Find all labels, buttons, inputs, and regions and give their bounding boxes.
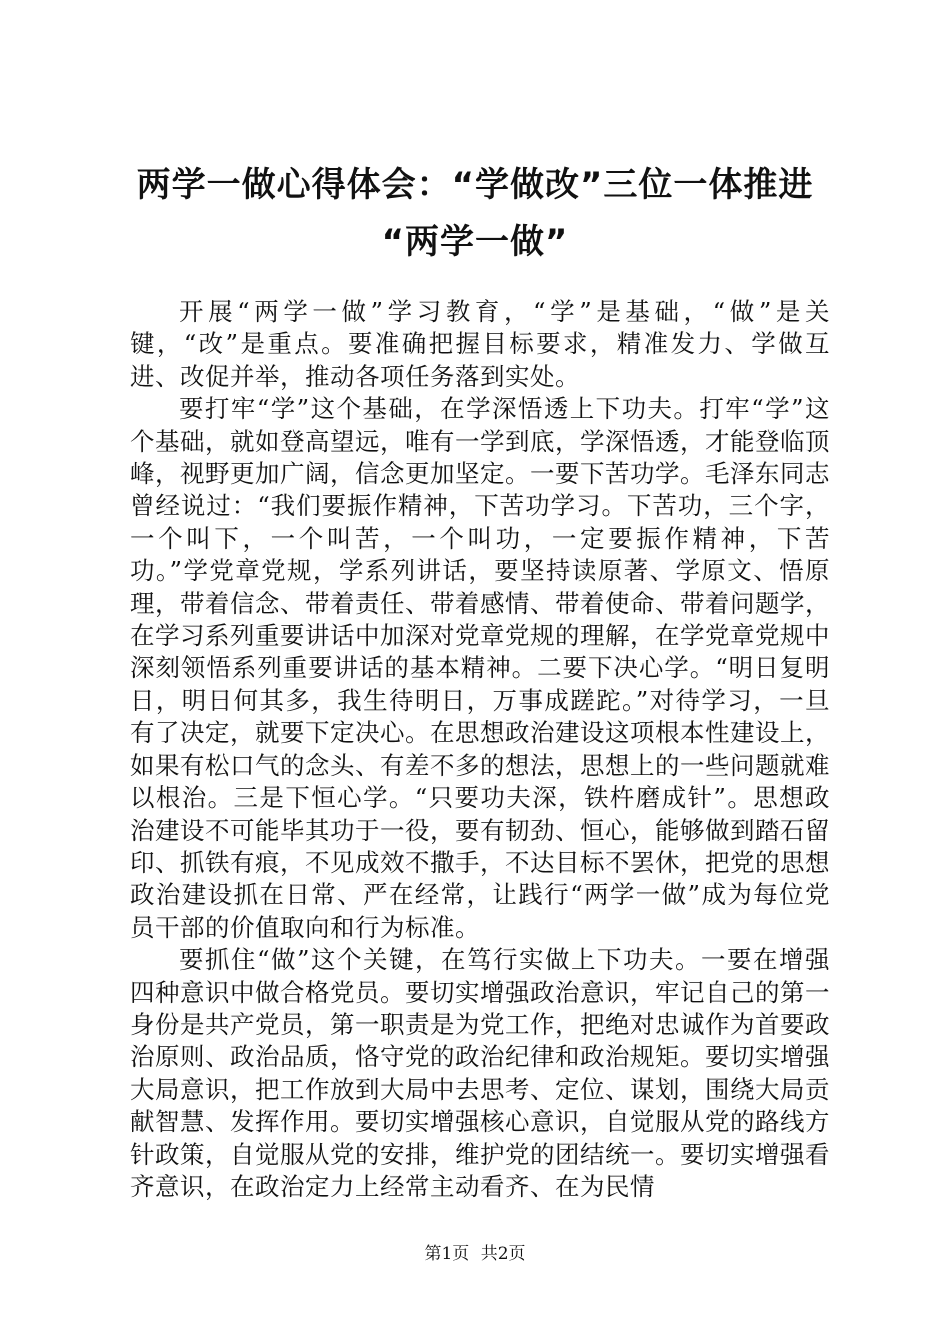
page-number: 第1页 — [424, 1244, 470, 1264]
document-title-line-1: 两学一做心得体会：“学做改”三位一体推进 — [136, 165, 814, 205]
paragraph-study: 要打牢“学”这个基础，在学深悟透上下功夫。打牢“学”这个基础，就如登高望远，唯有一学到底，学深悟透，才能登临顶峰，视野更加广阔，信念更加坚定。一要下苦功学。毛泽东同志曾经说过：“我们要振作精神，下苦功学习。下苦功，三个字，一个叫下，一个叫苦，一个叫功，一定要振作精神，下苦功。”学党章党规，学系列讲话，要坚持读原著、学原文、悟原理，带着信念、带着责任、带着感情、带着使命、带着问题学，在学习系列重要讲话中加深对党章党规的理解，在学党章党规中深刻领悟系列重要讲话的基本精神。二要下决心学。“明日复明日，明日何其多，我生待明日，万事成蹉跎。”对待学习，一旦有了决定，就要下定决心。在思想政治建设这项根本性建设上，如果有松口气的念头、有差不多的想法，思想上的一些问题就难以根治。三是下恒心学。“只要功夫深，铁杵磨成针”。思想政治建设不可能毕其功于一役，要有韧劲、恒心，能够做到踏石留印、抓铁有痕，不见成效不撒手，不达目标不罢休，把党的思想政治建设抓在日常、严在经常，让践行“两学一做”成为每位党员干部的价值取向和行为标准。 — [130, 394, 830, 942]
paragraph-intro: 开展“两学一做”学习教育，“学”是基础，“做”是关键，“改”是重点。要准确把握目标要求，精准发力、学做互进、改促并举，推动各项任务落到实处。 — [130, 297, 830, 391]
page-footer — [0, 1243, 950, 1265]
document-title-line-2: “两学一做” — [381, 222, 569, 262]
paragraph-practice: 要抓住“做”这个关键，在笃行实做上下功夫。一要在增强四种意识中做合格党员。要切实增强政治意识，牢记自己的第一身份是共产党员，第一职责是为党工作，把绝对忠诚作为首要政治原则、政治品质，恪守党的政治纪律和政治规矩。要切实增强大局意识，把工作放到大局中去思考、定位、谋划，围绕大局贡献智慧、发挥作用。要切实增强核心意识，自觉服从党的路线方针政策，自觉服从党的安排，维护党的团结统一。要切实增强看齐意识，在政治定力上经常主动看齐、在为民情 — [130, 945, 830, 1201]
page-total: 共2页 — [480, 1244, 526, 1264]
document-body — [130, 296, 830, 1203]
